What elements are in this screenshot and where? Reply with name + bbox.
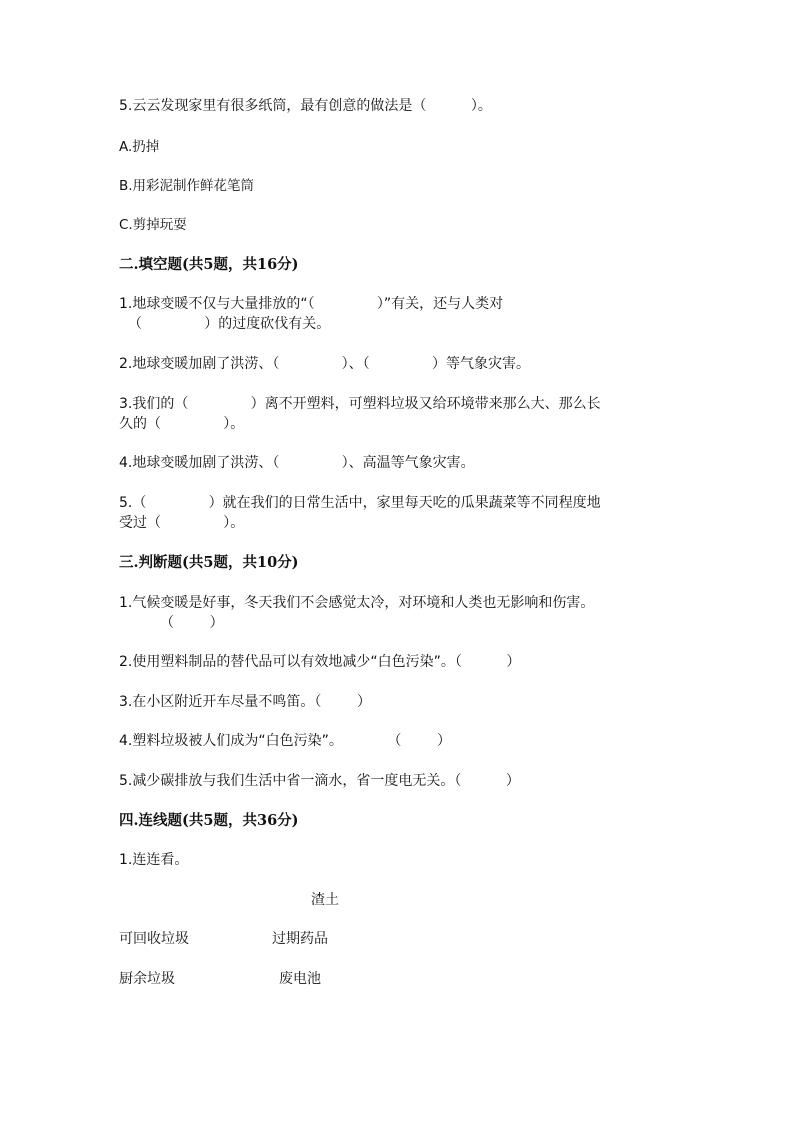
fill-question-4: 4.地球变暖加剧了洪涝、（ ）、高温等气象灾害。 — [119, 455, 475, 471]
section-heading-matching: 四.连线题(共5题，共36分) — [119, 812, 299, 829]
judge-question-2: 2.使用塑料制品的替代品可以有效地减少“白色污染”。（ ） — [119, 654, 521, 670]
judge-question-4: 4.塑料垃圾被人们成为“白色污染”。 （ ） — [119, 733, 451, 749]
section-heading-fill-in: 二.填空题(共5题，共16分) — [119, 256, 299, 273]
match-left-item-1: 可回收垃圾 — [119, 931, 189, 947]
section-heading-true-false: 三.判断题(共5题，共10分) — [119, 554, 299, 571]
matching-question-1: 1.连连看。 — [119, 852, 189, 868]
fill-question-5-line-1: 5.（ ）就在我们的日常生活中，家里每天吃的瓜果蔬菜等不同程度地 — [119, 495, 601, 511]
question-5: 5.云云发现家里有很多纸筒，最有创意的做法是（ ）。 — [119, 98, 492, 114]
judge-question-5: 5.减少碳排放与我们生活中省一滴水，省一度电无关。（ ） — [119, 773, 520, 789]
fill-question-5-line-2: 受过（ ）。 — [119, 515, 245, 531]
option-a: A.扔掉 — [119, 139, 160, 155]
match-right-item-2: 过期药品 — [272, 931, 328, 947]
option-c: C.剪掉玩耍 — [119, 217, 187, 233]
fill-question-1-line-1: 1.地球变暖不仅与大量排放的“（ ）”有关，还与人类对 — [119, 296, 504, 312]
fill-question-3-line-1: 3.我们的（ ）离不开塑料，可塑料垃圾又给环境带来那么大、那么长 — [119, 396, 601, 412]
match-left-item-2: 厨余垃圾 — [119, 971, 175, 987]
judge-question-1-line-2: （ ） — [160, 615, 224, 631]
match-right-item-1: 渣土 — [311, 892, 339, 908]
fill-question-1-line-2: （ ）的过度砍伐有关。 — [128, 316, 331, 332]
fill-question-3-line-2: 久的（ ）。 — [119, 416, 245, 432]
judge-question-3: 3.在小区附近开车尽量不鸣笛。（ ） — [119, 694, 371, 710]
match-right-item-3: 废电池 — [279, 971, 321, 987]
judge-question-1-line-1: 1.气候变暖是好事，冬天我们不会感觉太冷，对环境和人类也无影响和伤害。 — [119, 595, 595, 611]
option-b: B.用彩泥制作鲜花笔筒 — [119, 178, 255, 194]
fill-question-2: 2.地球变暖加剧了洪涝、（ ）、（ ）等气象灾害。 — [119, 356, 530, 372]
